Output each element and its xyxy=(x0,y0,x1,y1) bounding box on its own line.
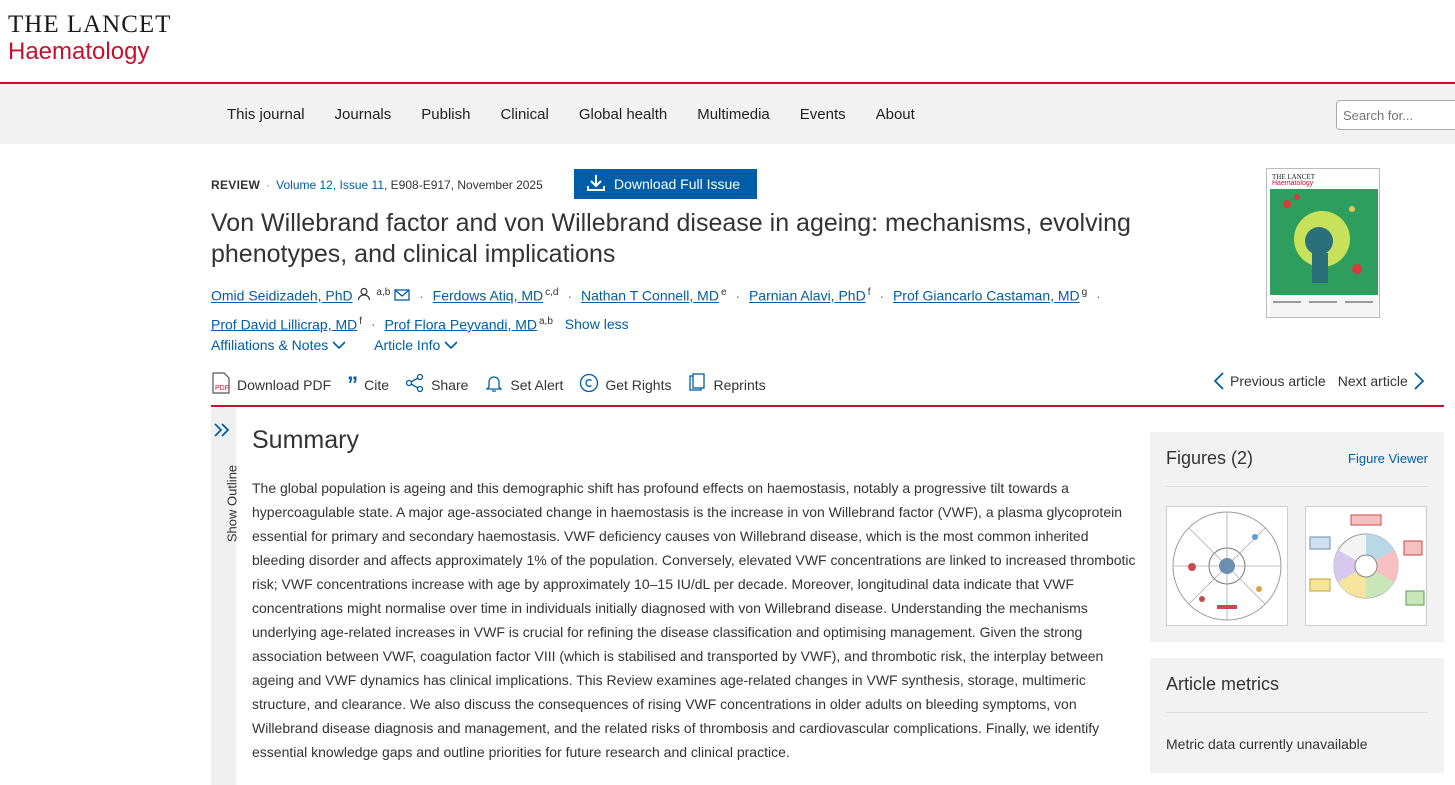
chevron-down-icon xyxy=(444,337,458,353)
article-type: REVIEW xyxy=(211,178,261,192)
author-separator: · xyxy=(735,287,741,304)
author-link[interactable]: Nathan T Connell, MD xyxy=(580,287,719,304)
article-title: Von Willebrand factor and von Willebrand disease in ageing: mechanisms, evolving phenotypes, and clinical implications xyxy=(211,209,1131,268)
author-separator: · xyxy=(879,287,885,304)
figure-thumbnail-1[interactable] xyxy=(1166,506,1288,626)
journal-cover-image[interactable] xyxy=(1266,168,1380,318)
next-article-link[interactable] xyxy=(1338,372,1424,390)
divider xyxy=(1166,486,1428,487)
author-separator: · xyxy=(567,287,573,304)
search-input[interactable] xyxy=(1336,100,1455,130)
pdf-icon xyxy=(211,372,231,397)
nav-global-health[interactable]: Global health xyxy=(578,105,668,123)
share-label: Share xyxy=(431,376,469,393)
author-sup: a,b xyxy=(376,287,391,298)
article-info-toggle[interactable] xyxy=(374,337,458,353)
meta-separator: · xyxy=(266,178,271,192)
issue-link[interactable]: Volume 12, Issue 11 xyxy=(276,178,384,192)
author-link[interactable]: Prof Flora Peyvandi, MD xyxy=(384,316,537,333)
show-outline-label[interactable]: Show Outline xyxy=(224,464,240,543)
show-less-link[interactable]: Show less xyxy=(564,316,629,333)
article-info-label: Article Info xyxy=(374,337,441,353)
email-icon[interactable] xyxy=(394,288,414,304)
metrics-message: Metric data currently unavailable xyxy=(1166,736,1368,752)
masthead xyxy=(0,0,1455,84)
share-icon xyxy=(405,373,425,396)
author-link[interactable]: Ferdows Atiq, MD xyxy=(432,287,544,304)
cover-title-line-2: Haematology xyxy=(1272,180,1314,187)
download-full-issue-label: Download Full Issue xyxy=(614,176,741,192)
main-nav xyxy=(0,84,1455,144)
author-link[interactable]: Prof Giancarlo Castaman, MD xyxy=(892,287,1080,304)
logo-line-1: THE LANCET xyxy=(8,11,172,38)
next-article-label: Next article xyxy=(1337,373,1408,389)
summary-text: The global population is ageing and this demographic shift has profound effects on haemostasis, notably a progressive tilt towards a hypercoagulable state. A major age-associated change in haemostasis is the increase in von Willebrand factor (VWF), a plasma glycoprotein essential for primary and secondary haemostasis. VWF deficiency causes von Willebrand disease, which is the most common inherited bleeding disorder and affects approximately 1% of the population. Conversely, elevated VWF concentrations are linked to increased thrombotic risk; VWF concentrations increase with age by approximately 10–15 IU/dL per decade. Moreover, longitudinal data indicate that VWF concentrations might normalise over time in individuals initially diagnosed with von Willebrand disease. Understanding the mechanisms underlying age-related increases in VWF is crucial for refining the disease classification and optimising management. Given the strong association between VWF, coagulation factor VIII (which is stabilised and transported by VWF), and thrombotic risk, the interplay between ageing and VWF dynamics has clinical implications. This Review examines age-related changes in VWF synthesis, storage, multimeric structure, and clearance. We also discuss the consequences of rising VWF concentrations in older adults on bleeding symptoms, von Willebrand disease diagnosis and management, and the related risks of thrombosis and cardiovascular complications. Finally, we identify essential knowledge gaps and outline priorities for future research and clinical practice. xyxy=(252,480,1136,760)
previous-article-label: Previous article xyxy=(1230,373,1326,389)
download-full-issue-button[interactable] xyxy=(574,169,757,199)
person-icon[interactable] xyxy=(357,288,375,304)
author-sup: g xyxy=(1081,287,1088,298)
get-rights-label: Get Rights xyxy=(605,376,672,393)
share-button[interactable] xyxy=(405,373,468,396)
reprints-icon xyxy=(687,373,707,396)
cite-button[interactable] xyxy=(347,371,390,397)
reprints-label: Reprints xyxy=(713,376,766,393)
nav-about[interactable]: About xyxy=(875,105,915,123)
affiliations-toggle[interactable] xyxy=(211,337,346,353)
chevron-down-icon xyxy=(332,337,346,353)
article-toggles xyxy=(211,337,458,353)
affiliations-label: Affiliations & Notes xyxy=(211,337,329,353)
author-separator: · xyxy=(370,316,376,333)
metrics-heading: Article metrics xyxy=(1166,674,1280,694)
reprints-button[interactable] xyxy=(687,373,765,396)
divider xyxy=(1166,712,1428,713)
author-separator: · xyxy=(1096,287,1101,304)
cover-title-line-1: THE LANCET xyxy=(1272,173,1315,181)
author-link[interactable]: Prof David Lillicrap, MD xyxy=(211,316,358,333)
nav-clinical[interactable]: Clinical xyxy=(500,105,549,123)
nav-publish[interactable]: Publish xyxy=(421,105,471,123)
author-link[interactable]: Parnian Alavi, PhD xyxy=(748,287,866,304)
author-sup: e xyxy=(720,287,727,298)
chevron-right-icon xyxy=(1414,372,1424,390)
article-toolbar xyxy=(211,372,766,397)
cite-label: Cite xyxy=(364,376,390,393)
logo-line-2: Haematology xyxy=(8,38,150,65)
author-sup: c,d xyxy=(545,287,559,298)
get-rights-button[interactable] xyxy=(579,373,671,396)
article-metrics-panel xyxy=(1150,658,1444,773)
quote-icon: ” xyxy=(347,371,359,397)
article-meta xyxy=(211,178,543,192)
author-separator: · xyxy=(419,287,424,304)
figure-thumbnail-2[interactable] xyxy=(1305,506,1427,626)
nav-journals[interactable]: Journals xyxy=(334,105,392,123)
pages-date: , E908-E917, November 2025 xyxy=(384,178,543,192)
download-pdf-button[interactable] xyxy=(211,372,331,397)
outline-rail[interactable] xyxy=(211,408,240,785)
figures-panel xyxy=(1150,432,1444,642)
figure-viewer-link[interactable]: Figure Viewer xyxy=(1348,451,1428,466)
svg-text:PDF: PDF xyxy=(215,385,229,392)
nav-this-journal[interactable]: This journal xyxy=(227,105,305,123)
previous-article-link[interactable] xyxy=(1214,372,1326,390)
summary-heading: Summary xyxy=(252,426,359,454)
author-sup: f xyxy=(359,315,363,327)
bell-icon xyxy=(484,373,504,396)
set-alert-label: Set Alert xyxy=(510,376,564,393)
journal-logo[interactable] xyxy=(8,12,171,64)
set-alert-button[interactable] xyxy=(484,373,563,396)
copyright-icon xyxy=(579,373,599,396)
author-sup: a,b xyxy=(539,315,553,327)
chevron-left-icon xyxy=(1214,372,1224,390)
double-chevron-right-icon[interactable] xyxy=(213,422,231,443)
figures-heading: Figures (2) xyxy=(1166,448,1254,468)
download-pdf-label: Download PDF xyxy=(237,376,332,393)
download-icon xyxy=(586,174,606,195)
nav-events[interactable]: Events xyxy=(799,105,846,123)
author-link[interactable]: Omid Seidizadeh, PhD xyxy=(211,287,353,304)
article-pager xyxy=(1214,372,1424,390)
nav-multimedia[interactable]: Multimedia xyxy=(697,105,770,123)
divider xyxy=(211,405,1444,407)
author-list xyxy=(211,280,1111,337)
author-sup: f xyxy=(867,287,871,298)
